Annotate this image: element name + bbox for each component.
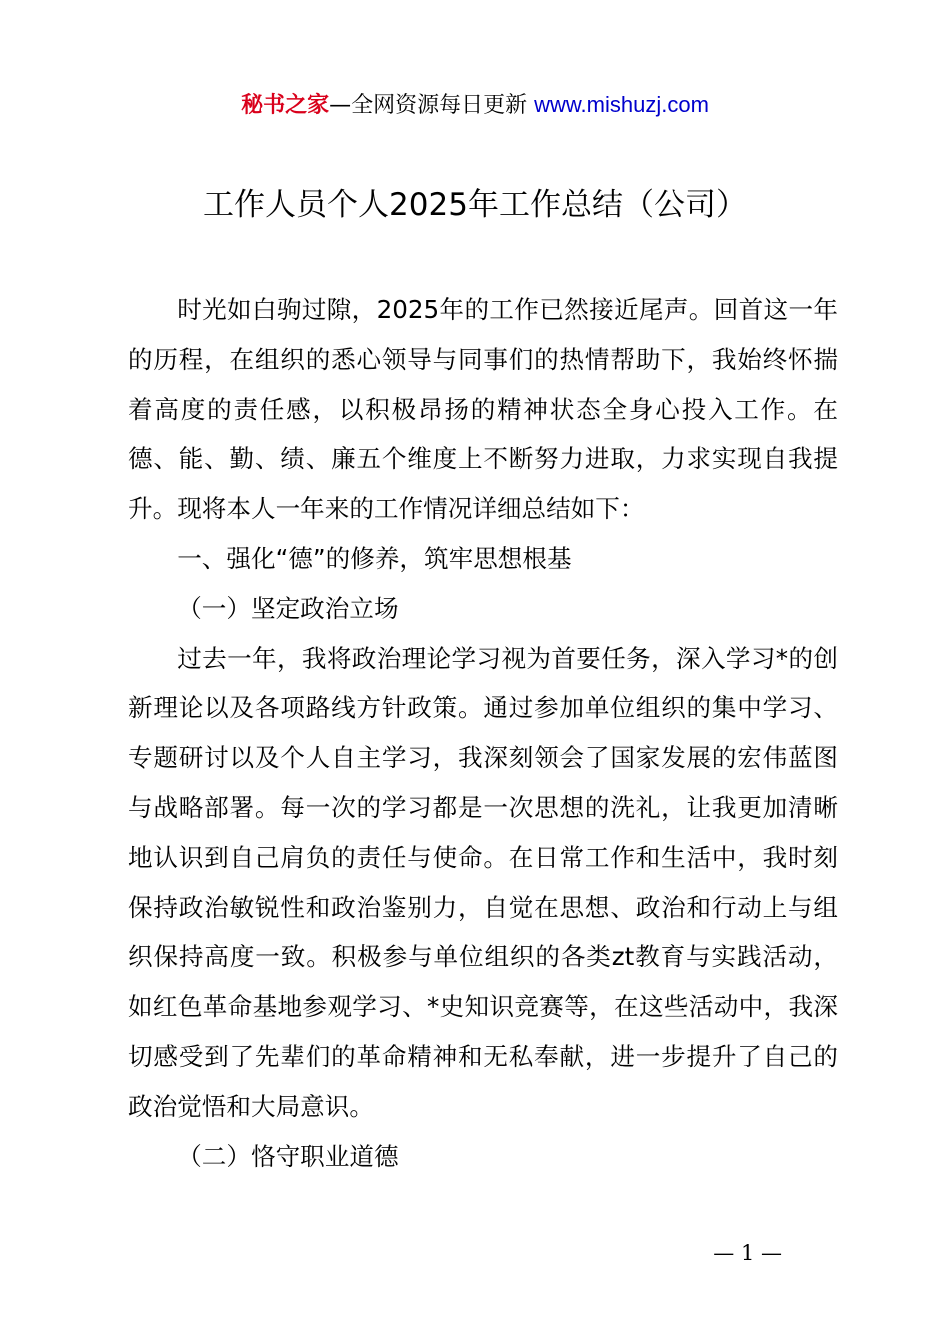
subsection-heading: （一）坚定政治立场 [177,593,399,623]
section-heading: 一、强化“德”的修养，筑牢思想根基 [177,543,572,573]
page-number: — 1 — [713,1241,782,1265]
site-brand: 秘书之家 [241,93,330,118]
document-body [128,285,838,1181]
site-header [0,88,950,123]
intro-paragraph: 时光如白驹过隙，2025年的工作已然接近尾声。回首这一年的历程，在组织的悉心领导与同事们的热情帮助下，我始终怀揣着高度的责任感，以积极昂扬的精神状态全身心投入工作。在德、能、勤、绩、廉五个维度上不断努力进取，力求实现自我提升。现将本人一年来的工作情况详细总结如下： [128,295,838,524]
site-tagline: —全网资源每日更新 [329,93,535,118]
body-paragraph: 过去一年，我将政治理论学习视为首要任务，深入学习*的创新理论以及各项路线方针政策。通过参加单位组织的集中学习、专题研讨以及个人自主学习，我深刻领会了国家发展的宏伟蓝图与战略部署。每一次的学习都是一次思想的洗礼，让我更加清晰地认识到自己肩负的责任与使命。在日常工作和生活中，我时刻保持政治敏锐性和政治鉴别力，自觉在思想、政治和行动上与组织保持高度一致。积极参与单位组织的各类zt教育与实践活动，如红色革命基地参观学习、*史知识竞赛等，在这些活动中，我深切感受到了先辈们的革命精神和无私奉献，进一步提升了自己的政治觉悟和大局意识。 [128,643,838,1121]
document-title: 工作人员个人2025年工作总结（公司） [203,187,747,223]
site-url-link[interactable]: www.mishuzj.com [534,92,709,117]
subsection-heading: （二）恪守职业道德 [177,1141,399,1171]
